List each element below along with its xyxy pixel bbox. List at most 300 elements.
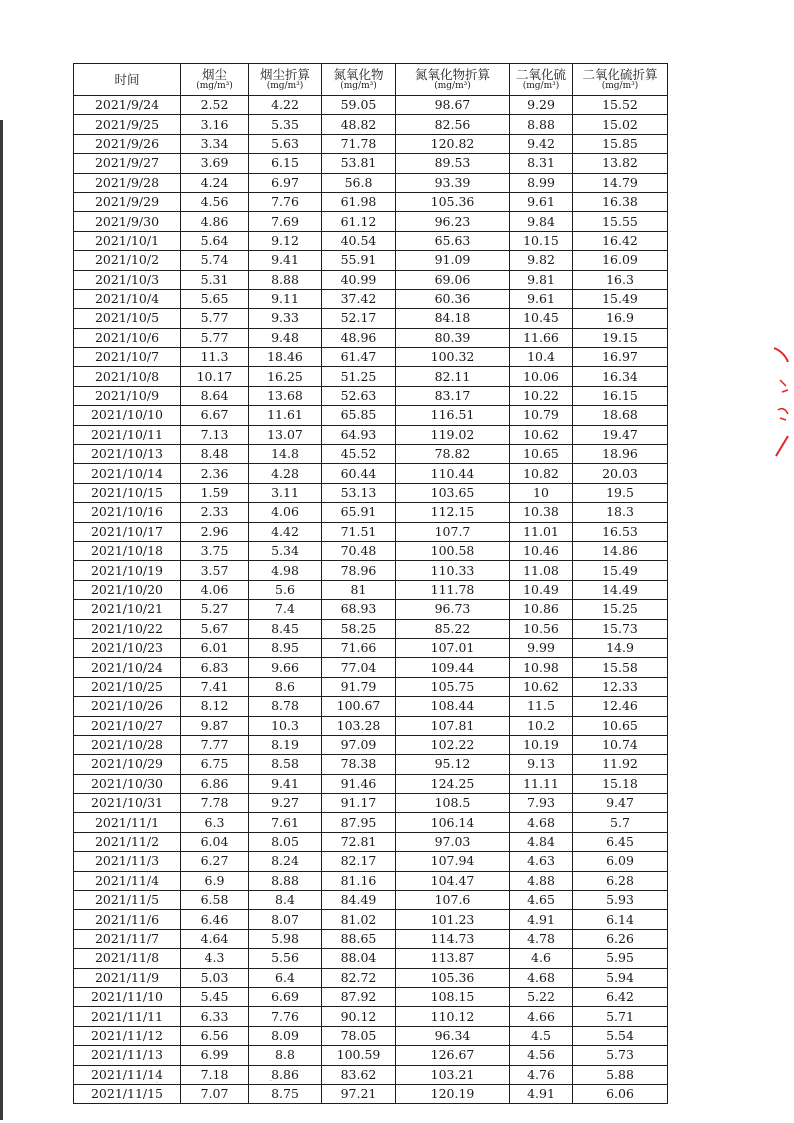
cell-nox: 100.59 [322, 1046, 396, 1065]
cell-dust-converted: 7.69 [249, 212, 322, 231]
table-row [74, 619, 668, 638]
table-row [74, 134, 668, 153]
cell-so2: 10.86 [510, 600, 573, 619]
cell-so2-converted: 5.71 [573, 1007, 668, 1026]
table-row [74, 328, 668, 347]
cell-dust: 7.18 [181, 1065, 249, 1084]
cell-time: 2021/10/27 [74, 716, 181, 735]
cell-dust-converted: 8.88 [249, 871, 322, 890]
cell-dust-converted: 8.05 [249, 832, 322, 851]
cell-nox: 48.96 [322, 328, 396, 347]
cell-time: 2021/10/20 [74, 580, 181, 599]
cell-nox: 65.85 [322, 406, 396, 425]
cell-so2-converted: 10.74 [573, 735, 668, 754]
cell-so2-converted: 12.33 [573, 677, 668, 696]
table-row [74, 1026, 668, 1045]
cell-nox: 71.51 [322, 522, 396, 541]
cell-dust-converted: 8.45 [249, 619, 322, 638]
cell-time: 2021/11/1 [74, 813, 181, 832]
cell-nox-converted: 78.82 [396, 445, 510, 464]
table-row [74, 638, 668, 657]
cell-dust-converted: 8.75 [249, 1084, 322, 1103]
table-row [74, 735, 668, 754]
cell-nox-converted: 69.06 [396, 270, 510, 289]
table-row [74, 794, 668, 813]
cell-dust-converted: 16.25 [249, 367, 322, 386]
cell-dust: 1.59 [181, 483, 249, 502]
table-row [74, 367, 668, 386]
cell-so2-converted: 11.92 [573, 755, 668, 774]
cell-nox: 77.04 [322, 658, 396, 677]
cell-nox: 81.16 [322, 871, 396, 890]
cell-dust-converted: 6.4 [249, 968, 322, 987]
cell-time: 2021/11/6 [74, 910, 181, 929]
table-row [74, 541, 668, 560]
cell-so2: 9.84 [510, 212, 573, 231]
cell-so2-converted: 16.3 [573, 270, 668, 289]
cell-dust-converted: 8.4 [249, 891, 322, 910]
cell-nox: 91.46 [322, 774, 396, 793]
cell-nox-converted: 84.18 [396, 309, 510, 328]
cell-nox-converted: 107.94 [396, 852, 510, 871]
cell-so2: 4.88 [510, 871, 573, 890]
cell-so2: 10.15 [510, 231, 573, 250]
cell-so2: 8.88 [510, 115, 573, 134]
cell-dust: 3.75 [181, 541, 249, 560]
table-row [74, 503, 668, 522]
cell-dust: 5.74 [181, 251, 249, 270]
cell-dust-converted: 8.58 [249, 755, 322, 774]
cell-nox-converted: 110.12 [396, 1007, 510, 1026]
cell-dust: 5.03 [181, 968, 249, 987]
cell-nox-converted: 82.11 [396, 367, 510, 386]
cell-dust: 4.64 [181, 929, 249, 948]
table-row [74, 929, 668, 948]
cell-nox-converted: 98.67 [396, 96, 510, 115]
cell-time: 2021/9/29 [74, 192, 181, 211]
cell-nox: 78.96 [322, 561, 396, 580]
cell-so2: 11.08 [510, 561, 573, 580]
table-row [74, 173, 668, 192]
cell-so2-converted: 6.42 [573, 987, 668, 1006]
cell-time: 2021/11/7 [74, 929, 181, 948]
table-row [74, 96, 668, 115]
cell-nox: 81.02 [322, 910, 396, 929]
cell-time: 2021/11/11 [74, 1007, 181, 1026]
cell-dust-converted: 8.6 [249, 677, 322, 696]
table-row [74, 774, 668, 793]
cell-nox-converted: 103.65 [396, 483, 510, 502]
cell-dust-converted: 5.98 [249, 929, 322, 948]
cell-time: 2021/10/31 [74, 794, 181, 813]
cell-nox: 60.44 [322, 464, 396, 483]
cell-so2: 4.68 [510, 968, 573, 987]
cell-so2: 10.65 [510, 445, 573, 464]
table-row [74, 677, 668, 696]
cell-dust: 2.52 [181, 96, 249, 115]
cell-so2: 4.6 [510, 949, 573, 968]
cell-nox-converted: 107.7 [396, 522, 510, 541]
cell-nox: 71.78 [322, 134, 396, 153]
cell-dust: 3.69 [181, 154, 249, 173]
header-nox: 氮氧化物 (mg/m³) [322, 64, 396, 96]
cell-time: 2021/11/9 [74, 968, 181, 987]
cell-nox: 56.8 [322, 173, 396, 192]
table-row [74, 231, 668, 250]
cell-so2-converted: 6.45 [573, 832, 668, 851]
cell-time: 2021/10/28 [74, 735, 181, 754]
cell-dust: 6.33 [181, 1007, 249, 1026]
cell-nox-converted: 105.75 [396, 677, 510, 696]
cell-so2-converted: 14.9 [573, 638, 668, 657]
table-row [74, 1084, 668, 1103]
cell-nox: 100.67 [322, 697, 396, 716]
cell-so2-converted: 16.42 [573, 231, 668, 250]
cell-dust: 6.58 [181, 891, 249, 910]
cell-nox: 61.12 [322, 212, 396, 231]
cell-so2: 10.45 [510, 309, 573, 328]
cell-dust: 5.27 [181, 600, 249, 619]
header-so2: 二氧化硫 (mg/m³) [510, 64, 573, 96]
cell-so2-converted: 5.95 [573, 949, 668, 968]
table-row [74, 348, 668, 367]
cell-nox-converted: 116.51 [396, 406, 510, 425]
cell-nox-converted: 107.01 [396, 638, 510, 657]
cell-so2: 10.22 [510, 386, 573, 405]
cell-dust: 6.01 [181, 638, 249, 657]
cell-so2-converted: 6.06 [573, 1084, 668, 1103]
table-row [74, 891, 668, 910]
cell-nox-converted: 111.78 [396, 580, 510, 599]
cell-dust: 2.36 [181, 464, 249, 483]
table-row [74, 309, 668, 328]
table-row [74, 251, 668, 270]
cell-dust-converted: 13.68 [249, 386, 322, 405]
cell-nox: 83.62 [322, 1065, 396, 1084]
cell-dust: 7.41 [181, 677, 249, 696]
cell-time: 2021/10/21 [74, 600, 181, 619]
cell-dust-converted: 8.95 [249, 638, 322, 657]
cell-so2: 4.66 [510, 1007, 573, 1026]
cell-nox-converted: 100.58 [396, 541, 510, 560]
cell-dust-converted: 11.61 [249, 406, 322, 425]
cell-so2-converted: 5.54 [573, 1026, 668, 1045]
cell-dust: 6.9 [181, 871, 249, 890]
cell-so2: 10.19 [510, 735, 573, 754]
table-row [74, 425, 668, 444]
cell-so2-converted: 6.28 [573, 871, 668, 890]
cell-dust-converted: 8.24 [249, 852, 322, 871]
cell-time: 2021/10/7 [74, 348, 181, 367]
cell-dust-converted: 8.78 [249, 697, 322, 716]
cell-nox: 70.48 [322, 541, 396, 560]
cell-nox-converted: 95.12 [396, 755, 510, 774]
table-row [74, 289, 668, 308]
cell-time: 2021/10/16 [74, 503, 181, 522]
cell-so2-converted: 15.25 [573, 600, 668, 619]
cell-so2-converted: 13.82 [573, 154, 668, 173]
cell-nox-converted: 91.09 [396, 251, 510, 270]
cell-nox-converted: 101.23 [396, 910, 510, 929]
cell-time: 2021/9/24 [74, 96, 181, 115]
table-body [74, 96, 668, 1104]
table-row [74, 115, 668, 134]
cell-time: 2021/10/8 [74, 367, 181, 386]
table-row [74, 987, 668, 1006]
cell-nox-converted: 105.36 [396, 192, 510, 211]
cell-nox: 88.65 [322, 929, 396, 948]
cell-nox: 71.66 [322, 638, 396, 657]
cell-nox: 61.98 [322, 192, 396, 211]
cell-so2-converted: 9.47 [573, 794, 668, 813]
table-row [74, 445, 668, 464]
cell-dust: 3.16 [181, 115, 249, 134]
cell-time: 2021/10/19 [74, 561, 181, 580]
cell-dust-converted: 6.97 [249, 173, 322, 192]
cell-time: 2021/9/28 [74, 173, 181, 192]
table-row [74, 852, 668, 871]
cell-time: 2021/10/22 [74, 619, 181, 638]
cell-nox-converted: 112.15 [396, 503, 510, 522]
cell-nox: 52.17 [322, 309, 396, 328]
cell-dust: 5.77 [181, 328, 249, 347]
cell-nox-converted: 82.56 [396, 115, 510, 134]
cell-so2: 4.84 [510, 832, 573, 851]
cell-nox-converted: 96.73 [396, 600, 510, 619]
cell-so2: 10.79 [510, 406, 573, 425]
cell-so2: 10.62 [510, 677, 573, 696]
cell-time: 2021/11/3 [74, 852, 181, 871]
cell-dust-converted: 6.15 [249, 154, 322, 173]
cell-nox-converted: 109.44 [396, 658, 510, 677]
table-row [74, 1046, 668, 1065]
cell-time: 2021/9/26 [74, 134, 181, 153]
cell-dust: 7.07 [181, 1084, 249, 1103]
cell-so2-converted: 18.96 [573, 445, 668, 464]
cell-dust-converted: 9.48 [249, 328, 322, 347]
header-dust: 烟尘 (mg/m³) [181, 64, 249, 96]
cell-dust: 6.75 [181, 755, 249, 774]
cell-nox-converted: 96.23 [396, 212, 510, 231]
cell-so2-converted: 6.26 [573, 929, 668, 948]
cell-so2-converted: 16.53 [573, 522, 668, 541]
cell-nox-converted: 108.15 [396, 987, 510, 1006]
cell-dust-converted: 7.61 [249, 813, 322, 832]
cell-nox: 52.63 [322, 386, 396, 405]
cell-so2-converted: 10.65 [573, 716, 668, 735]
cell-nox: 88.04 [322, 949, 396, 968]
cell-nox-converted: 96.34 [396, 1026, 510, 1045]
scan-speck: · [156, 1080, 158, 1087]
table-row [74, 1065, 668, 1084]
cell-nox-converted: 106.14 [396, 813, 510, 832]
cell-so2-converted: 14.79 [573, 173, 668, 192]
table-row [74, 386, 668, 405]
cell-so2-converted: 5.94 [573, 968, 668, 987]
cell-nox: 68.93 [322, 600, 396, 619]
cell-so2: 4.91 [510, 910, 573, 929]
cell-nox: 53.81 [322, 154, 396, 173]
cell-so2-converted: 18.3 [573, 503, 668, 522]
cell-time: 2021/10/6 [74, 328, 181, 347]
cell-time: 2021/10/13 [74, 445, 181, 464]
cell-nox: 72.81 [322, 832, 396, 851]
cell-time: 2021/10/4 [74, 289, 181, 308]
cell-so2: 9.29 [510, 96, 573, 115]
cell-time: 2021/10/14 [74, 464, 181, 483]
cell-so2-converted: 6.09 [573, 852, 668, 871]
cell-nox: 81 [322, 580, 396, 599]
cell-dust-converted: 8.86 [249, 1065, 322, 1084]
cell-time: 2021/10/2 [74, 251, 181, 270]
cell-so2: 11.66 [510, 328, 573, 347]
cell-so2-converted: 16.15 [573, 386, 668, 405]
cell-dust-converted: 9.33 [249, 309, 322, 328]
cell-dust-converted: 4.06 [249, 503, 322, 522]
cell-nox: 48.82 [322, 115, 396, 134]
cell-nox: 91.79 [322, 677, 396, 696]
cell-time: 2021/11/13 [74, 1046, 181, 1065]
cell-so2-converted: 16.97 [573, 348, 668, 367]
table-row [74, 697, 668, 716]
table-row [74, 968, 668, 987]
cell-nox-converted: 85.22 [396, 619, 510, 638]
cell-nox: 65.91 [322, 503, 396, 522]
cell-dust: 4.86 [181, 212, 249, 231]
cell-dust-converted: 8.19 [249, 735, 322, 754]
table-row [74, 658, 668, 677]
cell-dust: 2.96 [181, 522, 249, 541]
cell-so2: 10.46 [510, 541, 573, 560]
cell-nox-converted: 102.22 [396, 735, 510, 754]
cell-nox: 61.47 [322, 348, 396, 367]
cell-nox: 64.93 [322, 425, 396, 444]
cell-dust: 4.56 [181, 192, 249, 211]
cell-nox-converted: 103.21 [396, 1065, 510, 1084]
cell-nox: 103.28 [322, 716, 396, 735]
cell-nox: 55.91 [322, 251, 396, 270]
table-row [74, 949, 668, 968]
cell-dust-converted: 9.66 [249, 658, 322, 677]
cell-nox-converted: 119.02 [396, 425, 510, 444]
cell-so2: 10.98 [510, 658, 573, 677]
cell-so2: 4.65 [510, 891, 573, 910]
cell-nox-converted: 110.33 [396, 561, 510, 580]
cell-so2-converted: 19.15 [573, 328, 668, 347]
cell-dust-converted: 7.76 [249, 1007, 322, 1026]
cell-dust: 3.34 [181, 134, 249, 153]
cell-time: 2021/11/2 [74, 832, 181, 851]
cell-dust: 2.33 [181, 503, 249, 522]
table-row [74, 406, 668, 425]
cell-nox: 40.54 [322, 231, 396, 250]
cell-so2-converted: 15.49 [573, 561, 668, 580]
cell-dust: 6.27 [181, 852, 249, 871]
cell-nox-converted: 108.44 [396, 697, 510, 716]
cell-dust: 6.04 [181, 832, 249, 851]
cell-nox-converted: 100.32 [396, 348, 510, 367]
cell-dust-converted: 9.41 [249, 774, 322, 793]
header-time: 时间 [74, 64, 181, 96]
cell-so2-converted: 5.93 [573, 891, 668, 910]
cell-nox-converted: 80.39 [396, 328, 510, 347]
cell-dust-converted: 5.6 [249, 580, 322, 599]
cell-dust-converted: 7.76 [249, 192, 322, 211]
cell-dust-converted: 9.11 [249, 289, 322, 308]
cell-dust-converted: 4.98 [249, 561, 322, 580]
cell-so2-converted: 15.73 [573, 619, 668, 638]
cell-nox: 91.17 [322, 794, 396, 813]
cell-so2: 9.13 [510, 755, 573, 774]
cell-so2: 4.91 [510, 1084, 573, 1103]
cell-time: 2021/10/1 [74, 231, 181, 250]
cell-nox-converted: 83.17 [396, 386, 510, 405]
cell-dust-converted: 6.69 [249, 987, 322, 1006]
cell-time: 2021/11/4 [74, 871, 181, 890]
table-row [74, 716, 668, 735]
cell-dust: 5.77 [181, 309, 249, 328]
emissions-table [73, 63, 668, 1104]
cell-so2: 8.31 [510, 154, 573, 173]
cell-time: 2021/9/27 [74, 154, 181, 173]
cell-so2-converted: 16.38 [573, 192, 668, 211]
cell-so2-converted: 15.85 [573, 134, 668, 153]
cell-so2: 10 [510, 483, 573, 502]
cell-so2: 9.42 [510, 134, 573, 153]
table-row [74, 192, 668, 211]
cell-dust-converted: 9.41 [249, 251, 322, 270]
cell-dust: 9.87 [181, 716, 249, 735]
header-nox-converted: 氮氧化物折算 (mg/m³) [396, 64, 510, 96]
cell-nox: 82.72 [322, 968, 396, 987]
cell-nox: 84.49 [322, 891, 396, 910]
cell-so2: 9.99 [510, 638, 573, 657]
cell-time: 2021/10/10 [74, 406, 181, 425]
cell-nox-converted: 93.39 [396, 173, 510, 192]
cell-nox-converted: 110.44 [396, 464, 510, 483]
cell-time: 2021/9/25 [74, 115, 181, 134]
cell-dust: 5.65 [181, 289, 249, 308]
cell-nox-converted: 65.63 [396, 231, 510, 250]
cell-nox-converted: 120.82 [396, 134, 510, 153]
cell-dust-converted: 4.28 [249, 464, 322, 483]
cell-nox-converted: 126.67 [396, 1046, 510, 1065]
cell-time: 2021/10/5 [74, 309, 181, 328]
cell-dust: 7.13 [181, 425, 249, 444]
cell-time: 2021/11/10 [74, 987, 181, 1006]
cell-dust-converted: 14.8 [249, 445, 322, 464]
cell-dust: 6.3 [181, 813, 249, 832]
cell-dust: 7.77 [181, 735, 249, 754]
cell-nox-converted: 105.36 [396, 968, 510, 987]
cell-nox: 97.21 [322, 1084, 396, 1103]
cell-dust-converted: 3.11 [249, 483, 322, 502]
cell-so2: 10.82 [510, 464, 573, 483]
cell-time: 2021/10/26 [74, 697, 181, 716]
cell-nox: 51.25 [322, 367, 396, 386]
cell-so2-converted: 16.09 [573, 251, 668, 270]
cell-so2: 10.62 [510, 425, 573, 444]
cell-so2: 10.2 [510, 716, 573, 735]
cell-so2-converted: 18.68 [573, 406, 668, 425]
cell-dust-converted: 18.46 [249, 348, 322, 367]
cell-time: 2021/10/18 [74, 541, 181, 560]
cell-dust: 4.06 [181, 580, 249, 599]
cell-nox: 78.38 [322, 755, 396, 774]
cell-nox-converted: 107.81 [396, 716, 510, 735]
cell-so2: 8.99 [510, 173, 573, 192]
table-row [74, 154, 668, 173]
